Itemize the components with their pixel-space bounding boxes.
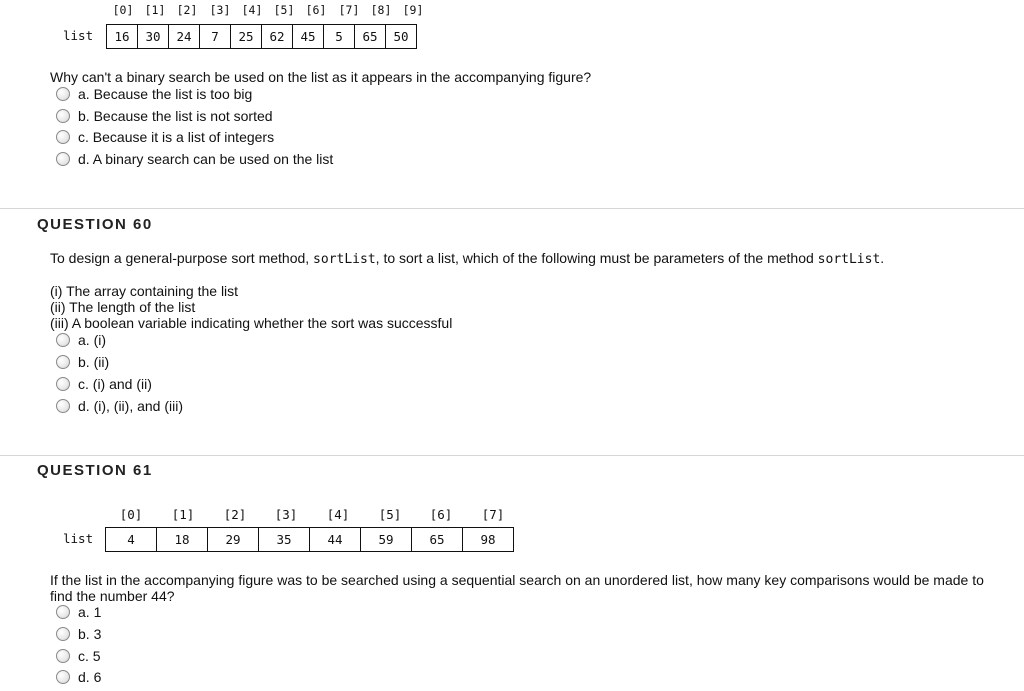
q60-option-d[interactable] (56, 396, 183, 416)
q60-option-b[interactable] (56, 352, 109, 372)
radio-button[interactable] (56, 355, 70, 369)
q61-list-label: list (63, 531, 94, 546)
q60-question-text (50, 250, 1000, 268)
q61-index-2: [2] (223, 507, 247, 522)
option-label: b. (ii) (78, 354, 110, 370)
q60-item-3: (iii) A boolean variable indicating whether the sort was successful (50, 315, 453, 331)
radio-button[interactable] (56, 152, 70, 166)
q61-cell-0: 4 (106, 528, 157, 552)
radio-button[interactable] (56, 87, 70, 101)
q61-heading: QUESTION 61 (37, 462, 153, 479)
q59-option-c[interactable] (56, 127, 274, 147)
q60-question-mid: , to sort a list, which of the following must be parameters of the method (375, 250, 818, 266)
q61-cell-4: 44 (310, 528, 361, 552)
q61-cell-2: 29 (208, 528, 259, 552)
q61-index-3: [3] (274, 507, 298, 522)
q59-cell-5: 62 (262, 25, 293, 49)
q61-cell-3: 35 (259, 528, 310, 552)
q59-cell-1: 30 (138, 25, 169, 49)
q59-index-0: [0] (112, 3, 134, 17)
q61-index-0: [0] (119, 507, 143, 522)
radio-button[interactable] (56, 627, 70, 641)
q60-method-name-2: sortList (817, 252, 881, 267)
q59-option-d[interactable] (56, 149, 333, 169)
radio-button[interactable] (56, 649, 70, 663)
q60-question-pre: To design a general-purpose sort method, (50, 250, 314, 266)
q60-question-end: . (880, 250, 885, 266)
q59-array-table (106, 24, 417, 49)
q61-question-text: If the list in the accompanying figure was to be searched using a sequential search on an unordered list, how many key comparisons would be made to find the number 44? (50, 572, 984, 604)
option-label: a. (i) (78, 332, 106, 348)
q59-cell-9: 50 (386, 25, 417, 49)
q59-index-3: [3] (209, 3, 231, 17)
option-label: a. Because the list is too big (78, 86, 253, 102)
q59-index-8: [8] (370, 3, 392, 17)
q59-cell-7: 5 (324, 25, 355, 49)
section-divider (0, 455, 1024, 456)
q59-option-a[interactable] (56, 84, 252, 104)
radio-button[interactable] (56, 130, 70, 144)
q60-method-name: sortList (313, 252, 376, 267)
option-label: b. 3 (78, 626, 102, 642)
option-label: c. 5 (78, 648, 101, 664)
q61-option-b[interactable] (56, 624, 101, 644)
radio-button[interactable] (56, 670, 70, 684)
q60-option-c[interactable] (56, 374, 152, 394)
q59-index-1: [1] (144, 3, 166, 17)
q61-cell-5: 59 (361, 528, 412, 552)
q59-index-5: [5] (273, 3, 295, 17)
section-divider (0, 208, 1024, 209)
option-label: c. (i) and (ii) (78, 376, 152, 392)
radio-button[interactable] (56, 399, 70, 413)
q59-list-label: list (63, 28, 94, 43)
q61-index-7: [7] (481, 507, 505, 522)
q60-item-2: (ii) The length of the list (50, 299, 196, 315)
q59-cell-8: 65 (355, 25, 386, 49)
option-label: b. Because the list is not sorted (78, 108, 273, 124)
q59-cell-3: 7 (200, 25, 231, 49)
q59-option-b[interactable] (56, 106, 273, 126)
q59-index-9: [9] (402, 3, 424, 17)
q59-cell-4: 25 (231, 25, 262, 49)
radio-button[interactable] (56, 333, 70, 347)
q59-cell-2: 24 (169, 25, 200, 49)
q61-index-6: [6] (429, 507, 453, 522)
q61-option-a[interactable] (56, 602, 101, 622)
q61-option-d[interactable] (56, 667, 101, 687)
radio-button[interactable] (56, 605, 70, 619)
q61-index-1: [1] (171, 507, 195, 522)
q61-array-table (105, 527, 514, 552)
q61-index-5: [5] (378, 507, 402, 522)
q59-cell-6: 45 (293, 25, 324, 49)
q59-index-6: [6] (305, 3, 327, 17)
q61-cell-7: 98 (463, 528, 514, 552)
q59-index-2: [2] (176, 3, 198, 17)
q61-cell-1: 18 (157, 528, 208, 552)
q59-cell-0: 16 (107, 25, 138, 49)
q59-index-7: [7] (338, 3, 360, 17)
radio-button[interactable] (56, 377, 70, 391)
option-label: c. Because it is a list of integers (78, 129, 275, 145)
q61-cell-6: 65 (412, 528, 463, 552)
q60-heading: QUESTION 60 (37, 216, 153, 233)
q59-question-text: Why can't a binary search be used on the list as it appears in the accompanying figure? (50, 69, 592, 85)
option-label: a. 1 (78, 604, 102, 620)
q59-index-4: [4] (241, 3, 263, 17)
option-label: d. 6 (78, 669, 102, 685)
option-label: d. (i), (ii), and (iii) (78, 398, 184, 414)
q61-index-4: [4] (326, 507, 350, 522)
q60-item-1: (i) The array containing the list (50, 283, 239, 299)
q60-option-a[interactable] (56, 330, 106, 350)
q61-option-c[interactable] (56, 646, 101, 666)
option-label: d. A binary search can be used on the list (78, 151, 334, 167)
radio-button[interactable] (56, 109, 70, 123)
